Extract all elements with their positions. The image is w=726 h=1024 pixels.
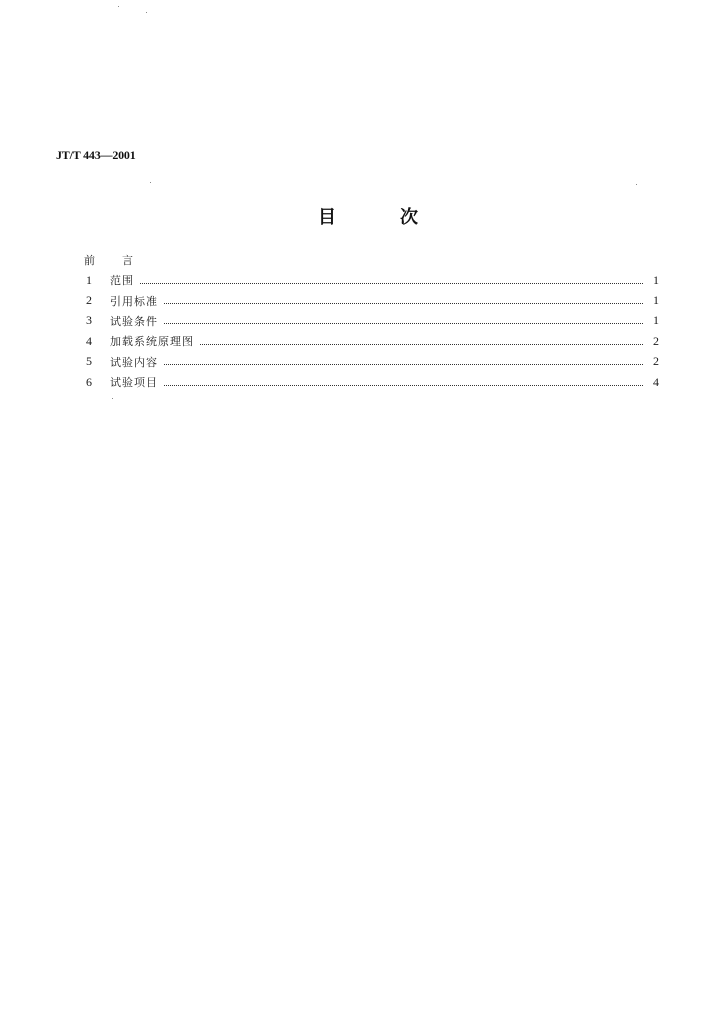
standard-code: JT/T 443—2001 [56, 148, 136, 162]
dot-leader [164, 385, 643, 386]
toc-preface-char-2: 言 [122, 254, 133, 267]
toc-entry-6[interactable] [84, 372, 659, 392]
toc-entry-title: 试验条件 [110, 314, 158, 328]
toc-entry-number: 6 [86, 374, 92, 389]
toc-title-char-2: 次 [400, 207, 418, 228]
toc-entry-2[interactable] [84, 290, 659, 310]
dot-leader [164, 323, 643, 324]
toc-title [318, 203, 418, 229]
toc-entry-page: 1 [653, 313, 659, 328]
scan-speck [150, 182, 151, 183]
toc-entry-number: 3 [86, 313, 92, 328]
toc-entry-1[interactable] [84, 270, 659, 290]
toc-entry-title: 试验项目 [110, 376, 158, 390]
toc-entry-title: 加载系统原理图 [110, 335, 194, 349]
dot-leader [164, 303, 643, 304]
toc-entry-5[interactable] [84, 352, 659, 372]
toc-entry-title: 试验内容 [110, 355, 158, 369]
toc-preface-char-1: 前 [84, 254, 95, 267]
toc-entry-page: 2 [653, 354, 659, 369]
dot-leader [164, 364, 643, 365]
scan-speck [112, 398, 113, 399]
toc-entry-page: 4 [653, 374, 659, 389]
toc-preface-entry[interactable] [84, 250, 659, 270]
scan-speck [146, 12, 147, 13]
toc-title-char-1: 目 [318, 207, 336, 228]
toc-entry-4[interactable] [84, 331, 659, 351]
toc-entry-3[interactable] [84, 311, 659, 331]
table-of-contents [84, 250, 659, 392]
scan-speck [636, 184, 637, 185]
toc-entry-title: 引用标准 [110, 294, 158, 308]
toc-entry-title: 范围 [110, 274, 134, 288]
dot-leader [140, 283, 643, 284]
toc-entry-number: 2 [86, 293, 92, 308]
toc-entry-number: 1 [86, 272, 92, 287]
toc-entry-page: 1 [653, 272, 659, 287]
toc-entry-number: 4 [86, 333, 92, 348]
dot-leader [200, 344, 643, 345]
toc-entry-number: 5 [86, 354, 92, 369]
scan-speck [118, 6, 119, 7]
toc-entry-page: 1 [653, 293, 659, 308]
toc-entry-page: 2 [653, 333, 659, 348]
